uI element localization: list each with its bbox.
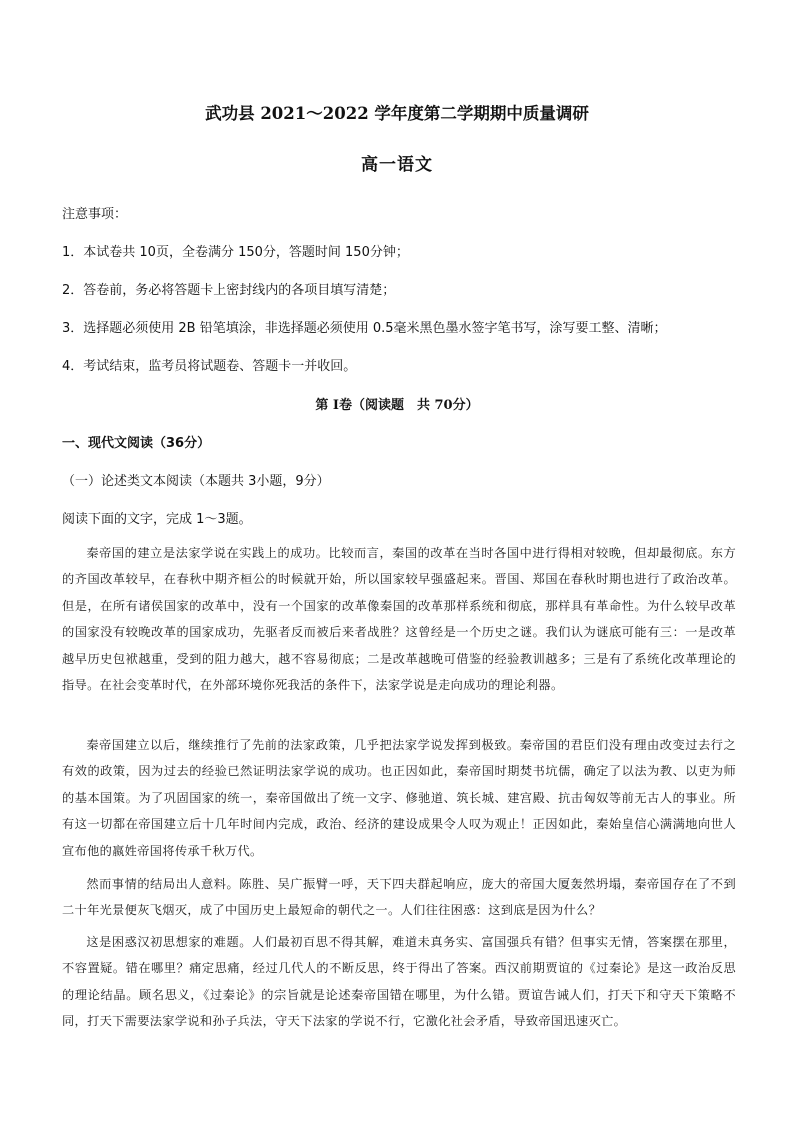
passage-paragraph-1: 秦帝国的建立是法家学说在实践上的成功。比较而言，秦国的改革在当时各国中进行得相对较晚，但却最彻底。东方的齐国改革较早，在春秋中期齐桓公的时候就开始，所以国家较早强盛起来。晋国、郑国在春秋时期也进行了政治改革。但是，在所有诸侯国家的改革中，没有一个国家的改革像秦国的改革那样系统和彻底，那样具有革命性。为什么较早改革的国家没有较晚改革的国家成功，先驱者反而被后来者战胜？这曾经是一个历史之谜。我们认为谜底可能有三：一是改革越早历史包袱越重，受到的阻力越大，越不容易彻底；二是改革越晚可借鉴的经验教训越多；三是有了系统化改革理论的指导。在社会变革时代，在外部环境你死我活的条件下，法家学说是走向成功的理论利器。 bbox=[62, 546, 736, 693]
passage-paragraph-4: 这是困惑汉初思想家的难题。人们最初百思不得其解，难道未真务实、富国强兵有错？但事实无情，答案摆在那里，不容置疑。错在哪里？痛定思痛，经过几代人的不断反思，终于得出了答案。西汉前期贾谊的《过秦论》是这一政治反思的理论结晶。顾名思义，《过秦论》的宗旨就是论述秦帝国错在哪里，为什么错。贾谊告诫人们，打天下和守天下策略不同，打天下需要法家学说和孙子兵法，守天下法家的学说不行，它激化社会矛盾，导致帝国迅速灭亡。 bbox=[62, 935, 736, 1029]
notice-item-3: 3．选择题必须使用 2B 铅笔填涂，非选择题必须使用 0.5毫米黑色墨水签字笔书写，涂写要工整、清晰； bbox=[62, 321, 667, 336]
exam-subject: 高一语文 bbox=[361, 155, 433, 175]
notice-item-2: 2．答卷前，务必将答题卡上密封线内的各项目填写清楚； bbox=[62, 283, 396, 298]
notice-item-4: 4．考试结束，监考员将试题卷、答题卡一并收回。 bbox=[62, 359, 357, 374]
subsection-title: （一）论述类文本阅读（本题共 3小题，9分） bbox=[62, 474, 330, 489]
notice-item-1: 1．本试卷共 10页，全卷满分 150分，答题时间 150分钟； bbox=[62, 245, 409, 260]
reading-instruction: 阅读下面的文字，完成 1～3题。 bbox=[62, 512, 252, 527]
exam-title: 武功县 2021～2022 学年度第二学期期中质量调研 bbox=[205, 104, 589, 123]
section-title: 一、现代文阅读（36分） bbox=[62, 436, 211, 451]
part-title: 第 I卷（阅读题 共 70分） bbox=[315, 398, 479, 413]
passage-paragraph-2: 秦帝国建立以后，继续推行了先前的法家政策，几乎把法家学说发挥到极致。秦帝国的君臣们没有理由改变过去行之有效的政策，因为过去的经验已然证明法家学说的成功。也正因如此，秦帝国时期焚书坑儒，确定了以法为教、以吏为师的基本国策。为了巩固国家的统一，秦帝国做出了统一文字、修驰道、筑长城、建宫殿、抗击匈奴等前无古人的事业。所有这一切都在帝国建立后十几年时间内完成，政治、经济的建设成果令人叹为观止！正因如此，秦始皇信心满满地向世人宣布他的嬴姓帝国将传承千秋万代。 bbox=[62, 738, 736, 858]
notice-heading: 注意事项： bbox=[62, 207, 128, 222]
passage-paragraph-3: 然而事情的结局出人意料。陈胜、吴广振臂一呼，天下四夫群起响应，庞大的帝国大厦轰然坍塌，秦帝国存在了不到二十年光景便灰飞烟灭，成了中国历史上最短命的朝代之一。人们往往困惑：这到底是因为什么？ bbox=[62, 877, 736, 918]
